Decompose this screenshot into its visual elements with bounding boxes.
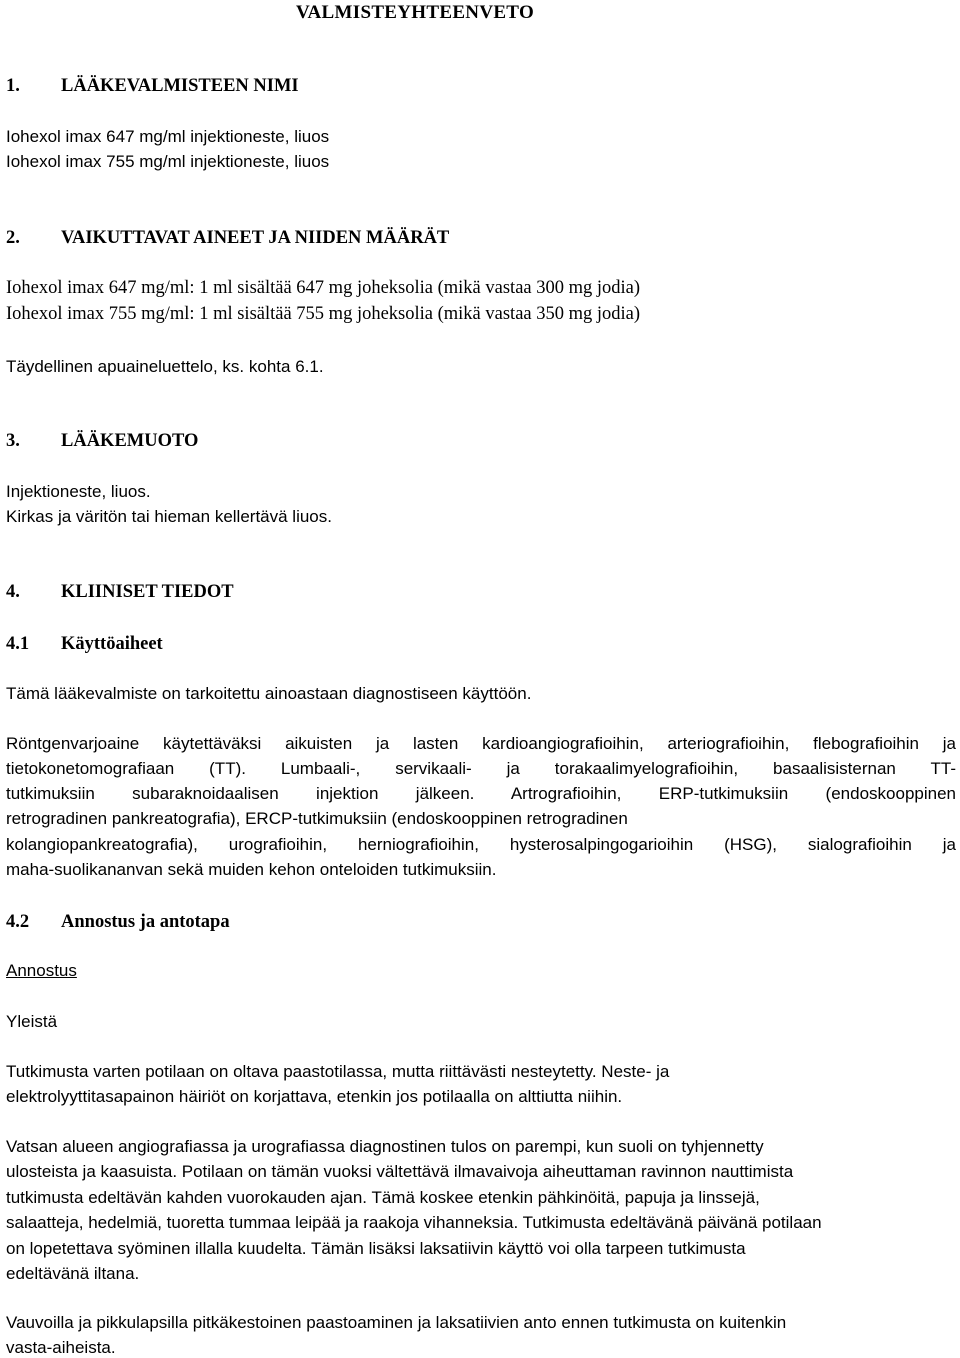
section-number: 4. [6,582,20,602]
dosage-form-line: Injektioneste, liuos. [6,482,151,501]
composition-line: Iohexol imax 755 mg/ml: 1 ml sisältää 755 mg joheksolia (mikä vastaa 350 mg jodia) [6,304,641,324]
section-title: KLIINISET TIEDOT [61,582,234,602]
subsection-heading-4-2 [6,913,230,932]
section-title: LÄÄKEVALMISTEEN NIMI [61,76,299,96]
paragraph-line: vasta-aiheista. [6,1338,116,1357]
paragraph-line: tietokonetomografiaan (TT). Lumbaali-, servikaali- ja torakaalimyelografioihin, basaalisisternan TT- [6,759,956,778]
section-number: 1. [6,76,20,96]
subheading-yleista: Yleistä [6,1012,58,1031]
section-heading-1 [6,77,299,96]
subheading-annostus: Annostus [6,961,77,980]
section-title: VAIKUTTAVAT AINEET JA NIIDEN MÄÄRÄT [61,228,450,248]
paragraph-line: salaatteja, hedelmiä, tuoretta tummaa leipää ja raakoja vihanneksia. Tutkimusta edeltävänä päivänä potilaan [6,1213,822,1232]
paragraph-line: retrogradinen pankreatografia), ERCP-tutkimuksiin (endoskooppinen retrogradinen [6,809,628,828]
section-number: 2. [6,228,20,248]
paragraph-line: tutkimusta edeltävän kahden vuorokauden ajan. Tämä koskee etenkin pähkinöitä, papuja ja linssejä, [6,1188,760,1207]
section-heading-2 [6,229,449,248]
subsection-title: Käyttöaiheet [61,634,163,654]
subsection-number: 4.1 [6,634,30,654]
paragraph-line: Tämä lääkevalmiste on tarkoitettu ainoastaan diagnostiseen käyttöön. [6,684,532,703]
section-heading-4 [6,583,234,602]
paragraph-line: Tutkimusta varten potilaan on oltava paastotilassa, mutta riittävästi nesteytetty. Neste- ja [6,1062,670,1081]
dosage-form-line: Kirkas ja väritön tai hieman kellertävä liuos. [6,507,332,526]
excipients-note: Täydellinen apuaineluettelo, ks. kohta 6.1. [6,357,324,376]
paragraph-line: elektrolyyttitasapainon häiriöt on korjattava, etenkin jos potilaalla on alttiutta niihin. [6,1087,623,1106]
paragraph-line: Vauvoilla ja pikkulapsilla pitkäkestoinen paastoaminen ja laksatiivien anto ennen tutkimusta on kuitenkin [6,1313,787,1332]
paragraph-line: ulosteista ja kaasuista. Potilaan on tämän vuoksi vältettävä ilmavaivoja aiheuttaman ravinnon nauttimista [6,1162,794,1181]
document-title: VALMISTEYHTEENVETO [295,2,535,23]
paragraph-line: maha-suolikananvan sekä muiden kehon onteloiden tutkimuksiin. [6,860,497,879]
product-name-line: Iohexol imax 755 mg/ml injektioneste, liuos [6,152,330,171]
paragraph-line: edeltävänä iltana. [6,1264,140,1283]
subsection-number: 4.2 [6,912,30,932]
subsection-title: Annostus ja antotapa [61,912,230,932]
subsection-heading-4-1 [6,635,163,654]
paragraph-line: tutkimuksiin subaraknoidaalisen injektion jälkeen. Artrografioihin, ERP-tutkimuksiin (endoskooppinen [6,784,956,803]
section-number: 3. [6,431,20,451]
section-title: LÄÄKEMUOTO [61,431,199,451]
paragraph-line: Vatsan alueen angiografiassa ja urografiassa diagnostinen tulos on parempi, kun suoli on tyhjennetty [6,1137,764,1156]
product-name-line: Iohexol imax 647 mg/ml injektioneste, liuos [6,127,330,146]
paragraph-line: Röntgenvarjoaine käytettäväksi aikuisten ja lasten kardioangiografioihin, arteriografioihin, flebografioihin ja [6,734,956,753]
section-heading-3 [6,432,198,451]
composition-line: Iohexol imax 647 mg/ml: 1 ml sisältää 647 mg joheksolia (mikä vastaa 300 mg jodia) [6,278,641,298]
paragraph-line: kolangiopankreatografia), urografioihin, herniografioihin, hysterosalpingogarioihin (HSG), sialografioihin ja [6,835,956,854]
paragraph-line: on lopetettava syöminen illalla kuudelta. Tämän lisäksi laksatiivin käyttö voi olla tarpeen tutkimusta [6,1239,746,1258]
